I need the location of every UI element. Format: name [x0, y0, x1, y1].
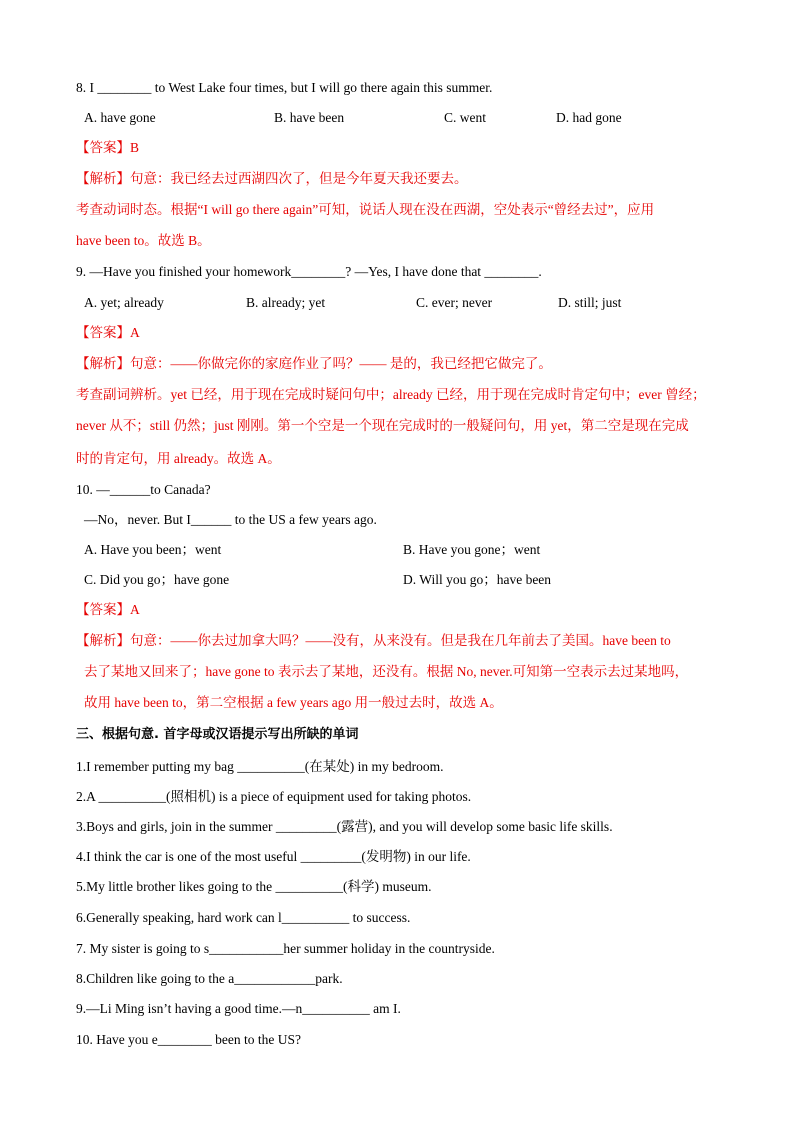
q9-option-b[interactable]: B. already; yet — [246, 295, 326, 310]
fill-item-9: 9.—Li Ming isn’t having a good time.—n__________ am I. — [76, 1001, 401, 1016]
fill-item-2: 2.A __________(照相机) is a piece of equipment used for taking photos. — [76, 789, 472, 804]
q10-answer: 【答案】A — [76, 602, 140, 617]
q10-analysis-line-3: 故用 have been to，第二空根据 a few years ago 用一般过去时，故选 A。 — [84, 695, 503, 710]
q9-answer: 【答案】A — [76, 325, 140, 340]
q10-analysis-line-1: 【解析】句意：——你去过加拿大吗？——没有，从来没有。但是我在几年前去了美国。have been to — [76, 633, 671, 648]
fill-item-6: 6.Generally speaking, hard work can l__________ to success. — [76, 910, 411, 925]
q10-analysis-line-2: 去了某地又回来了；have gone to 表示去了某地，还没有。根据 No, never.可知第一空表示去过某地吗， — [84, 664, 689, 679]
q9-analysis-line-4: 时的肯定句，用 already。故选 A。 — [76, 451, 281, 466]
q9-option-c[interactable]: C. ever; never — [416, 295, 493, 310]
q10-options-row-1 — [84, 541, 774, 559]
q8-analysis-line-2: 考查动词时态。根据“I will go there again”可知，说话人现在没在西湖，空处表示“曾经去过”，应用 — [76, 202, 655, 217]
section-3-heading: 三、根据句意. 首字母或汉语提示写出所缺的单词 — [76, 727, 359, 742]
fill-item-1: 1.I remember putting my bag __________(在某处) in my bedroom. — [76, 759, 444, 774]
q9-options — [84, 294, 774, 312]
fill-item-5: 5.My little brother likes going to the __________(科学) museum. — [76, 879, 432, 894]
fill-item-10: 10. Have you e________ been to the US? — [76, 1032, 301, 1047]
q9-analysis-line-3: never 从不；still 仍然；just 刚刚。第一个空是一个现在完成时的一般疑问句，用 yet，第二空是现在完成 — [76, 418, 689, 433]
fill-item-4: 4.I think the car is one of the most useful _________(发明物) in our life. — [76, 849, 471, 864]
fill-item-3: 3.Boys and girls, join in the summer _________(露营), and you will develop some basic life skills. — [76, 819, 613, 834]
q10-option-c[interactable]: C. Did you go；have gone — [84, 572, 230, 587]
q9-analysis-line-1: 【解析】句意：——你做完你的家庭作业了吗？—— 是的，我已经把它做完了。 — [76, 356, 552, 371]
q9-analysis-line-2: 考查副词辨析。yet 已经，用于现在完成时疑问句中；already 已经，用于现在完成时肯定句中；ever 曾经； — [76, 387, 706, 402]
q10-option-b[interactable]: B. Have you gone；went — [403, 542, 541, 557]
q8-analysis-line-1: 【解析】句意：我已经去过西湖四次了，但是今年夏天我还要去。 — [76, 171, 468, 186]
q9-option-d[interactable]: D. still; just — [558, 295, 622, 310]
q8-analysis-line-3: have been to。故选 B。 — [76, 233, 211, 248]
q8-options — [84, 109, 774, 127]
question-10-reply: —No，never. But I______ to the US a few years ago. — [84, 512, 377, 527]
q8-option-a[interactable]: A. have gone — [84, 110, 156, 125]
question-10: 10. —______to Canada? — [76, 482, 211, 497]
q8-option-c[interactable]: C. went — [444, 110, 486, 125]
q8-option-b[interactable]: B. have been — [274, 110, 345, 125]
fill-item-8: 8.Children like going to the a____________park. — [76, 971, 343, 986]
q9-option-a[interactable]: A. yet; already — [84, 295, 164, 310]
question-9: 9. —Have you finished your homework________? —Yes, I have done that ________. — [76, 264, 542, 279]
question-8: 8. I ________ to West Lake four times, but I will go there again this summer. — [76, 80, 493, 95]
fill-item-7: 7. My sister is going to s___________her summer holiday in the countryside. — [76, 941, 495, 956]
q10-option-a[interactable]: A. Have you been；went — [84, 542, 222, 557]
q10-option-d[interactable]: D. Will you go；have been — [403, 572, 552, 587]
q8-option-d[interactable]: D. had gone — [556, 110, 622, 125]
q8-answer: 【答案】B — [76, 140, 140, 155]
q10-options-row-2 — [84, 571, 774, 589]
